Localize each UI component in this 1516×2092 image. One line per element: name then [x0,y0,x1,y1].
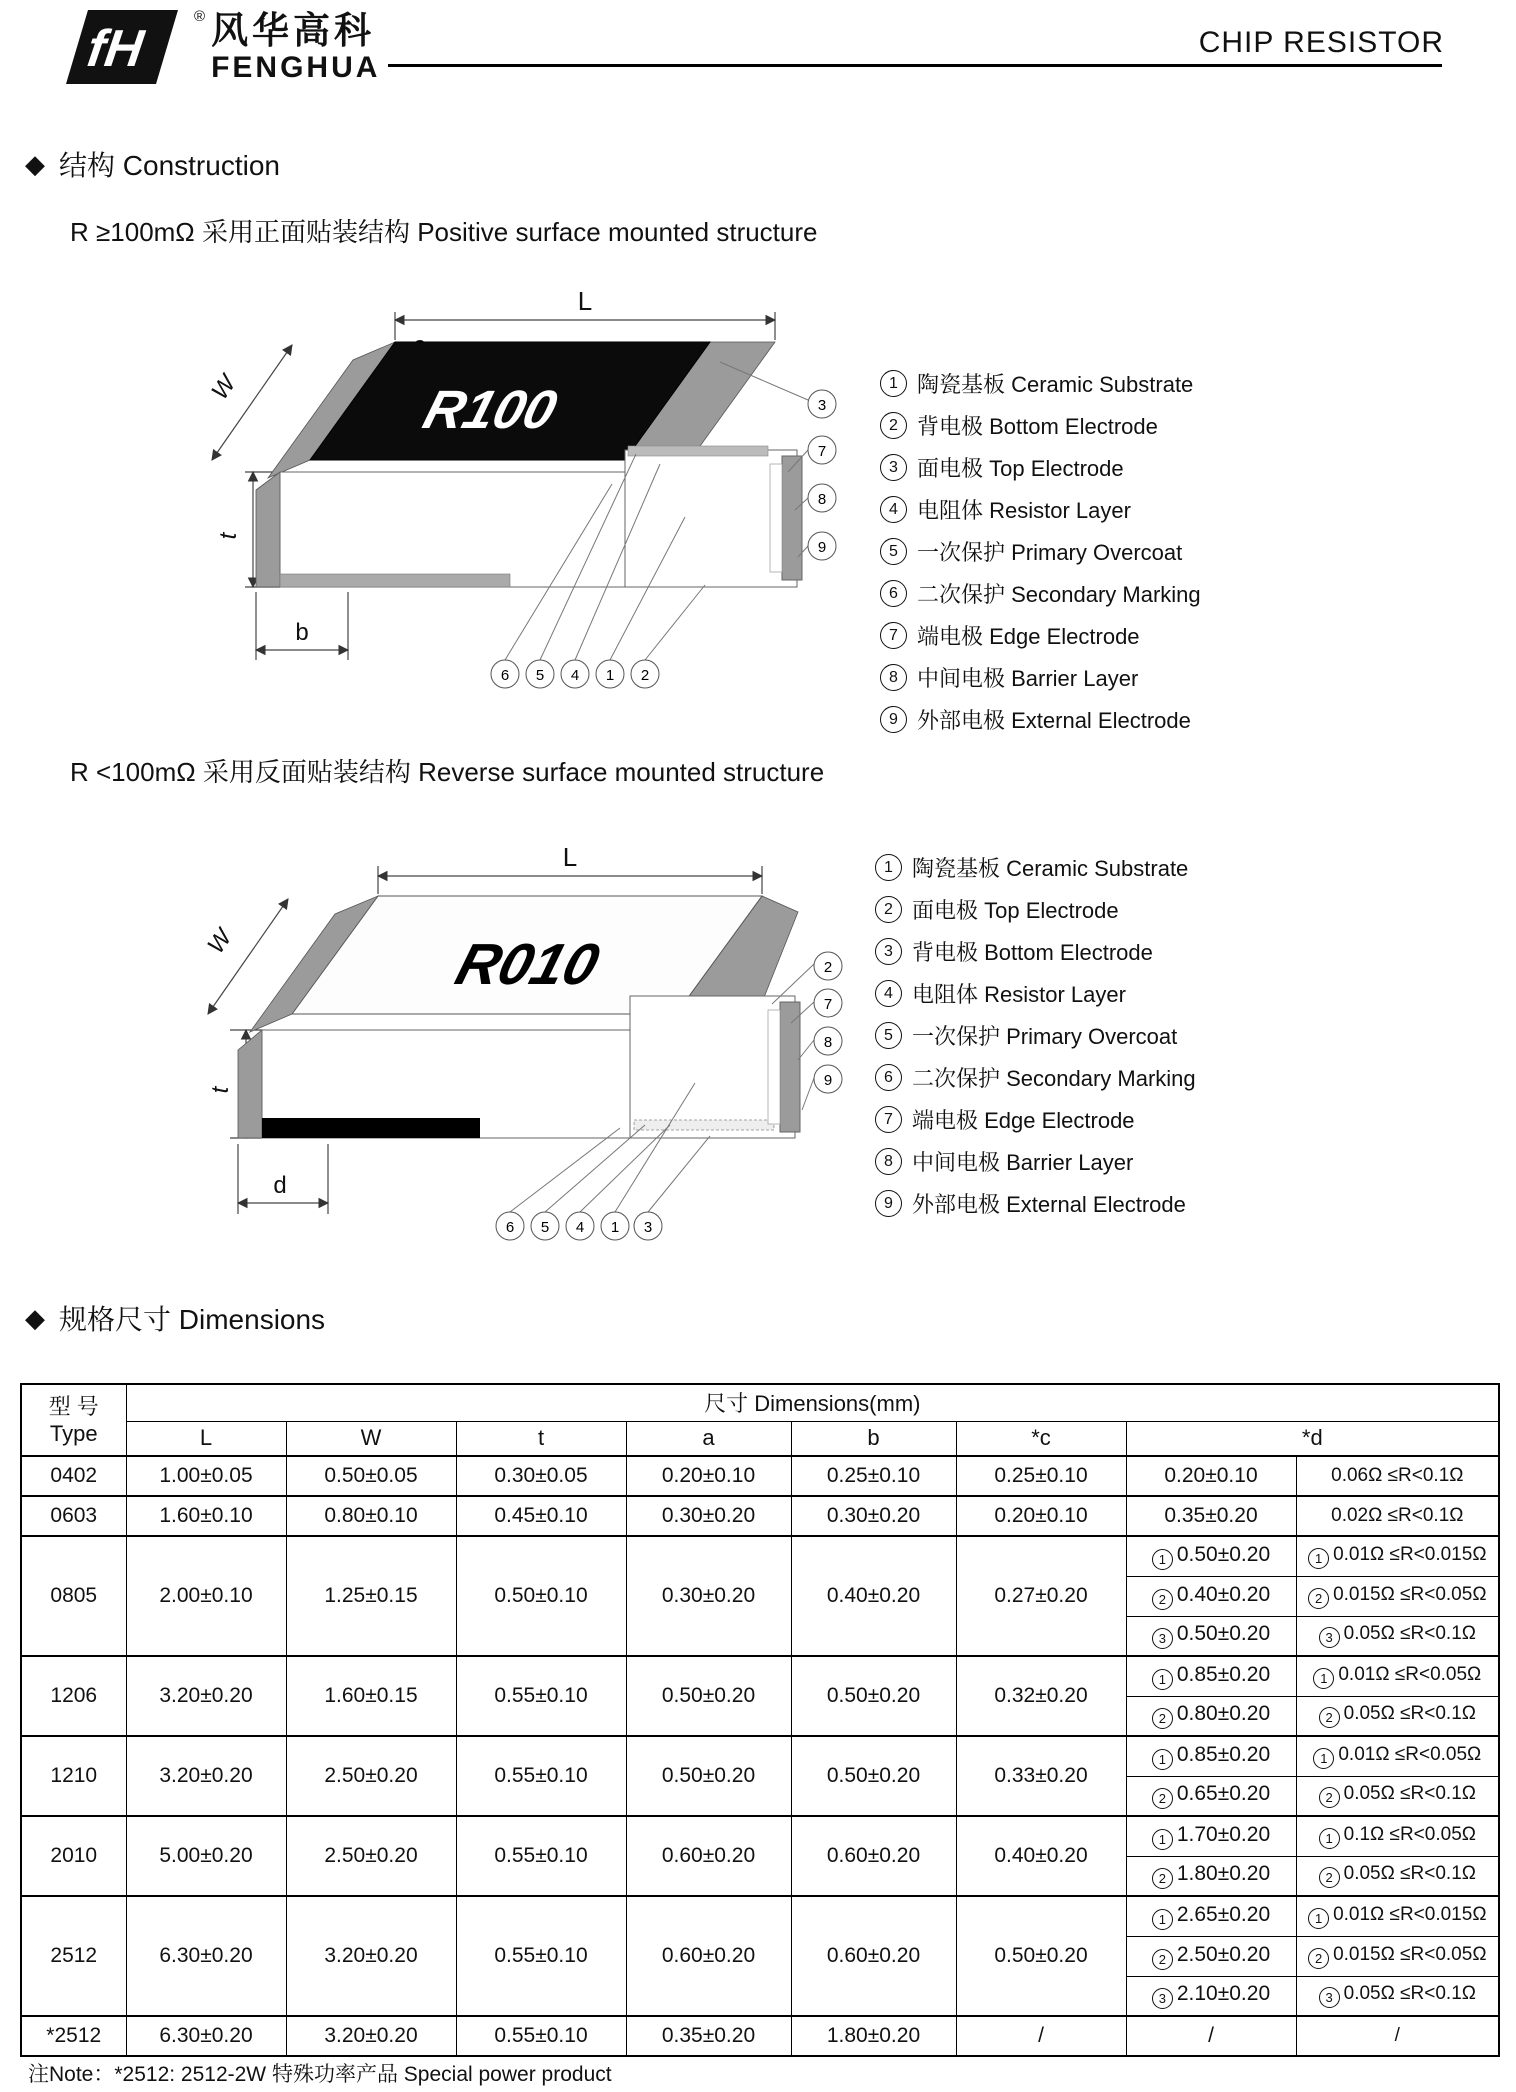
legend-item [875,852,1196,883]
dim-label-d: d [273,1172,287,1199]
cell-c: 0.32±0.20 [956,1656,1126,1736]
cell-d-value [1126,1616,1296,1656]
cell-a: 0.20±0.10 [626,1456,791,1496]
d-value: 2.65±0.20 [1176,1902,1271,1926]
cell-L: 3.20±0.20 [126,1736,286,1816]
col-header-d: *d [1126,1421,1499,1456]
d-value: 0.50±0.20 [1176,1622,1271,1646]
col-header-b: b [791,1421,956,1456]
cell-t: 0.50±0.10 [456,1536,626,1656]
logo-name-cn: 风华高科 [211,10,376,51]
circled-number: 4 [575,1219,585,1236]
logo-text [211,12,380,84]
cell-type: *2512 [21,2016,126,2056]
circled-number: 1 [605,667,615,684]
circled-number: 2 [1319,1787,1340,1808]
legend-label: 一次保护 Primary Overcoat [912,1024,1178,1049]
circled-number: 8 [875,1148,902,1175]
cell-L: 6.30±0.20 [126,2016,286,2056]
cell-c: 0.40±0.20 [956,1816,1126,1896]
circled-number: 1 [1152,1549,1173,1570]
circled-number: 3 [1319,1987,1340,2008]
cell-d-condition [1296,1776,1499,1816]
dim-label-W: W [202,924,238,959]
circled-number: 1 [1308,1548,1329,1569]
cell-d-value [1126,1456,1296,1496]
cell-L: 2.00±0.10 [126,1536,286,1656]
d-value: / [1208,2024,1214,2047]
cell-type: 0805 [21,1536,126,1656]
circled-number: 7 [823,996,833,1013]
circled-number: 9 [823,1072,833,1089]
footnote: 注Note：*2512: 2512-2W 特殊功率产品 Special power product [28,2063,612,2086]
dim-label-L: L [577,286,593,316]
table-row [21,1496,1499,1536]
d-condition: 0.1Ω ≤R<0.05Ω [1343,1823,1476,1845]
cell-d-value [1126,1896,1296,1936]
cell-W: 3.20±0.20 [286,2016,456,2056]
cell-d-value [1126,1696,1296,1736]
circled-number: 6 [880,580,907,607]
circled-number: 3 [875,938,902,965]
cell-t: 0.55±0.10 [456,1816,626,1896]
d-value: 0.20±0.10 [1164,1464,1258,1487]
cell-b: 0.60±0.20 [791,1816,956,1896]
cell-c: 0.50±0.20 [956,1896,1126,2016]
circled-number: 3 [1319,1627,1340,1648]
legend-item [875,894,1196,925]
dim-label-L: L [562,842,578,872]
col-header-dimensions: 尺寸 Dimensions(mm) [126,1384,1499,1421]
col-header-a: a [626,1421,791,1456]
marking-positive: R100 [417,378,564,440]
circled-number: 1 [1152,1669,1173,1690]
d-value: 0.50±0.20 [1176,1542,1271,1566]
circled-number: 4 [570,667,580,684]
circled-number: 2 [1152,1708,1173,1729]
header-rule [388,64,1442,67]
cell-type: 1206 [21,1656,126,1736]
circled-number: 2 [880,412,907,439]
legend-item [875,1062,1196,1093]
legend-label: 二次保护 Secondary Marking [917,582,1201,607]
cell-d-value [1126,2016,1296,2056]
cell-W: 0.50±0.05 [286,1456,456,1496]
circled-number: 4 [875,980,902,1007]
cell-b: 0.50±0.20 [791,1656,956,1736]
section-dimensions-heading [25,1298,325,1338]
circled-number: 4 [880,496,907,523]
legend-item [880,704,1201,735]
circled-number: 5 [540,1219,550,1236]
legend-label: 外部电极 External Electrode [917,708,1191,733]
circled-number: 3 [643,1219,653,1236]
cell-d-condition [1296,1576,1499,1616]
d-condition: 0.015Ω ≤R<0.05Ω [1333,1583,1487,1605]
cell-W: 1.25±0.15 [286,1536,456,1656]
cell-b: 0.60±0.20 [791,1896,956,2016]
cell-d-condition [1296,1736,1499,1776]
cell-d-value [1126,1936,1296,1976]
legend-item [880,536,1201,567]
d-condition: 0.01Ω ≤R<0.015Ω [1333,1543,1487,1565]
d-condition: 0.05Ω ≤R<0.1Ω [1343,1783,1476,1805]
cell-a: 0.60±0.20 [626,1896,791,2016]
circled-number: 9 [880,706,907,733]
cell-type: 1210 [21,1736,126,1816]
legend-item [880,578,1201,609]
circled-number: 2 [823,959,833,976]
circled-number: 8 [817,491,827,508]
legend-label: 背电极 Bottom Electrode [917,414,1158,439]
circled-number: 9 [817,539,827,556]
legend-label: 中间电极 Barrier Layer [917,666,1139,691]
positive-structure-subtitle: R ≥100mΩ 采用正面贴装结构 Positive surface mounted structure [70,217,818,247]
cell-t: 0.55±0.10 [456,1736,626,1816]
diamond-icon: ◆ [25,148,45,179]
fenghua-logo [60,6,380,86]
cell-b: 0.30±0.20 [791,1496,956,1536]
cell-type: 0402 [21,1456,126,1496]
cell-a: 0.30±0.20 [626,1536,791,1656]
col-header-c: *c [956,1421,1126,1456]
cell-d-condition [1296,1976,1499,2016]
cell-b: 1.80±0.20 [791,2016,956,2056]
registered-mark-icon: ® [194,8,206,25]
d-condition: 0.05Ω ≤R<0.1Ω [1343,1623,1476,1645]
d-condition: 0.01Ω ≤R<0.05Ω [1338,1663,1482,1685]
cell-L: 1.00±0.05 [126,1456,286,1496]
d-value: 0.40±0.20 [1176,1582,1271,1606]
legend-item [875,1188,1196,1219]
circled-number: 6 [875,1064,902,1091]
legend-positive [880,368,1201,735]
dim-label-t: t [207,1086,234,1094]
circled-number: 3 [1152,1628,1173,1649]
cell-W: 3.20±0.20 [286,1896,456,2016]
cell-d-condition [1296,1696,1499,1736]
circled-number: 5 [535,667,545,684]
cell-c: 0.25±0.10 [956,1456,1126,1496]
circled-number: 1 [875,854,902,881]
d-value: 0.80±0.20 [1176,1702,1271,1726]
cell-b: 0.25±0.10 [791,1456,956,1496]
circled-number: 2 [1152,1868,1173,1889]
circled-number: 1 [1313,1668,1334,1689]
legend-item [880,452,1201,483]
circled-number: 5 [880,538,907,565]
legend-label: 端电极 Edge Electrode [917,624,1140,649]
circled-number: 7 [817,443,827,460]
legend-item [880,494,1201,525]
table-row [21,2016,1499,2056]
d-condition: / [1394,2025,1400,2046]
cell-a: 0.50±0.20 [626,1736,791,1816]
table-row [21,1656,1499,1696]
cell-d-condition [1296,1816,1499,1856]
legend-item [875,1020,1196,1051]
circled-number: 2 [1152,1949,1173,1970]
cell-L: 5.00±0.20 [126,1816,286,1896]
d-condition: 0.02Ω ≤R<0.1Ω [1331,1505,1464,1526]
table-row [21,1456,1499,1496]
cell-W: 0.80±0.10 [286,1496,456,1536]
cell-c: / [956,2016,1126,2056]
legend-item [875,978,1196,1009]
d-condition: 0.06Ω ≤R<0.1Ω [1331,1465,1464,1486]
col-header-t: t [456,1421,626,1456]
dim-label-W: W [206,370,242,405]
cell-d-condition [1296,1616,1499,1656]
marking-reverse: R010 [449,931,607,997]
d-condition: 0.05Ω ≤R<0.1Ω [1343,1983,1476,2005]
circled-number: 8 [823,1034,833,1051]
cell-L: 6.30±0.20 [126,1896,286,2016]
circled-number: 2 [640,667,650,684]
legend-label: 陶瓷基板 Ceramic Substrate [917,372,1194,397]
logo-monogram: fH [83,20,147,78]
circled-number: 2 [1319,1707,1340,1728]
figure-reverse-structure [150,818,850,1248]
cell-d-value [1126,1816,1296,1856]
d-condition: 0.05Ω ≤R<0.1Ω [1343,1703,1476,1725]
table-row [21,1736,1499,1776]
legend-item [875,1146,1196,1177]
cell-c: 0.33±0.20 [956,1736,1126,1816]
col-header-type [21,1384,126,1456]
cell-b: 0.50±0.20 [791,1736,956,1816]
circled-number: 6 [505,1219,515,1236]
d-condition: 0.015Ω ≤R<0.05Ω [1333,1943,1487,1965]
circled-number: 1 [1308,1908,1329,1929]
cell-t: 0.55±0.10 [456,2016,626,2056]
cell-W: 2.50±0.20 [286,1736,456,1816]
chip-body-positive [256,342,802,587]
circled-number: 3 [1152,1988,1173,2009]
circled-number: 1 [1152,1909,1173,1930]
chip-body-reverse [238,896,800,1138]
circled-number: 2 [1152,1788,1173,1809]
cell-d-condition [1296,1936,1499,1976]
diamond-icon: ◆ [25,1302,45,1333]
circled-number: 9 [875,1190,902,1217]
circled-number: 1 [1152,1829,1173,1850]
legend-label: 电阻体 Resistor Layer [917,498,1131,523]
cell-a: 0.50±0.20 [626,1656,791,1736]
legend-item [880,662,1201,693]
circled-number: 7 [880,622,907,649]
col-header-W: W [286,1421,456,1456]
cell-t: 0.55±0.10 [456,1656,626,1736]
d-value: 2.10±0.20 [1176,1982,1271,2006]
cell-d-value [1126,1976,1296,2016]
cell-d-condition [1296,1896,1499,1936]
cell-type: 2512 [21,1896,126,2016]
legend-label: 外部电极 External Electrode [912,1192,1186,1217]
cell-type: 0603 [21,1496,126,1536]
legend-label: 面电极 Top Electrode [917,456,1124,481]
col-header-type-en: Type [49,1421,98,1446]
cell-W: 2.50±0.20 [286,1816,456,1896]
figure-positive-structure [150,252,850,702]
legend-label: 陶瓷基板 Ceramic Substrate [912,856,1189,881]
col-header-L: L [126,1421,286,1456]
cell-a: 0.60±0.20 [626,1816,791,1896]
legend-label: 二次保护 Secondary Marking [912,1066,1196,1091]
dim-label-b: b [295,619,309,646]
legend-label: 面电极 Top Electrode [912,898,1119,923]
circled-number: 1 [610,1219,620,1236]
cell-t: 0.45±0.10 [456,1496,626,1536]
legend-reverse [875,852,1196,1219]
table-row [21,1536,1499,1576]
table-row [21,1896,1499,1936]
circled-number: 1 [1313,1748,1334,1769]
cell-d-value [1126,1536,1296,1576]
d-value: 0.85±0.20 [1176,1662,1271,1686]
section-dimensions-title: 规格尺寸 Dimensions [59,1304,326,1335]
cell-d-condition [1296,2016,1499,2056]
d-value: 0.85±0.20 [1176,1742,1271,1766]
col-header-type-cn: 型 号 [48,1393,99,1419]
d-value: 2.50±0.20 [1176,1942,1271,1966]
d-value: 0.65±0.20 [1176,1782,1271,1806]
legend-item [880,368,1201,399]
circled-number: 6 [500,667,510,684]
cell-d-condition [1296,1656,1499,1696]
cell-d-value [1126,1736,1296,1776]
cell-d-value [1126,1576,1296,1616]
circled-number: 2 [1308,1948,1329,1969]
legend-label: 端电极 Edge Electrode [912,1108,1135,1133]
legend-item [875,1104,1196,1135]
circled-number: 1 [880,370,907,397]
circled-number: 2 [1152,1589,1173,1610]
legend-label: 中间电极 Barrier Layer [912,1150,1134,1175]
cell-d-value [1126,1776,1296,1816]
d-condition: 0.01Ω ≤R<0.05Ω [1338,1743,1482,1765]
legend-item [880,620,1201,651]
circled-number: 1 [1152,1749,1173,1770]
section-construction-heading [25,144,280,184]
cell-L: 3.20±0.20 [126,1656,286,1736]
circled-number: 3 [817,397,827,414]
d-value: 1.80±0.20 [1176,1862,1271,1886]
cell-d-condition [1296,1536,1499,1576]
page-title: CHIP RESISTOR [1198,26,1444,59]
cell-d-condition [1296,1496,1499,1536]
dim-label-t: t [215,532,242,540]
cell-d-condition [1296,1856,1499,1896]
table-row [21,1816,1499,1856]
cell-d-value [1126,1656,1296,1696]
circled-number: 5 [875,1022,902,1049]
cell-t: 0.55±0.10 [456,1896,626,2016]
cell-d-value [1126,1496,1296,1536]
circled-number: 2 [875,896,902,923]
d-condition: 0.05Ω ≤R<0.1Ω [1343,1863,1476,1885]
d-condition: 0.01Ω ≤R<0.015Ω [1333,1903,1487,1925]
circled-number: 7 [875,1106,902,1133]
legend-label: 电阻体 Resistor Layer [912,982,1126,1007]
reverse-structure-subtitle: R <100mΩ 采用反面贴装结构 Reverse surface mounted structure [70,757,825,787]
d-value: 0.35±0.20 [1164,1504,1258,1527]
logo-name-en: FENGHUA [211,50,381,84]
cell-a: 0.30±0.20 [626,1496,791,1536]
section-construction-title: 结构 Construction [59,150,280,181]
cell-L: 1.60±0.10 [126,1496,286,1536]
circled-number: 2 [1319,1867,1340,1888]
circled-number: 1 [1319,1828,1340,1849]
cell-b: 0.40±0.20 [791,1536,956,1656]
cell-d-value [1126,1856,1296,1896]
cell-W: 1.60±0.15 [286,1656,456,1736]
cell-d-condition [1296,1456,1499,1496]
legend-label: 一次保护 Primary Overcoat [917,540,1183,565]
legend-item [875,936,1196,967]
cell-t: 0.30±0.05 [456,1456,626,1496]
cell-a: 0.35±0.20 [626,2016,791,2056]
legend-label: 背电极 Bottom Electrode [912,940,1153,965]
legend-item [880,410,1201,441]
circled-number: 2 [1308,1588,1329,1609]
cell-type: 2010 [21,1816,126,1896]
cell-c: 0.20±0.10 [956,1496,1126,1536]
fenghua-logo-icon [60,6,192,86]
circled-number: 8 [880,664,907,691]
dimensions-table [20,1383,1500,2057]
cell-c: 0.27±0.20 [956,1536,1126,1656]
circled-number: 3 [880,454,907,481]
d-value: 1.70±0.20 [1176,1822,1271,1846]
